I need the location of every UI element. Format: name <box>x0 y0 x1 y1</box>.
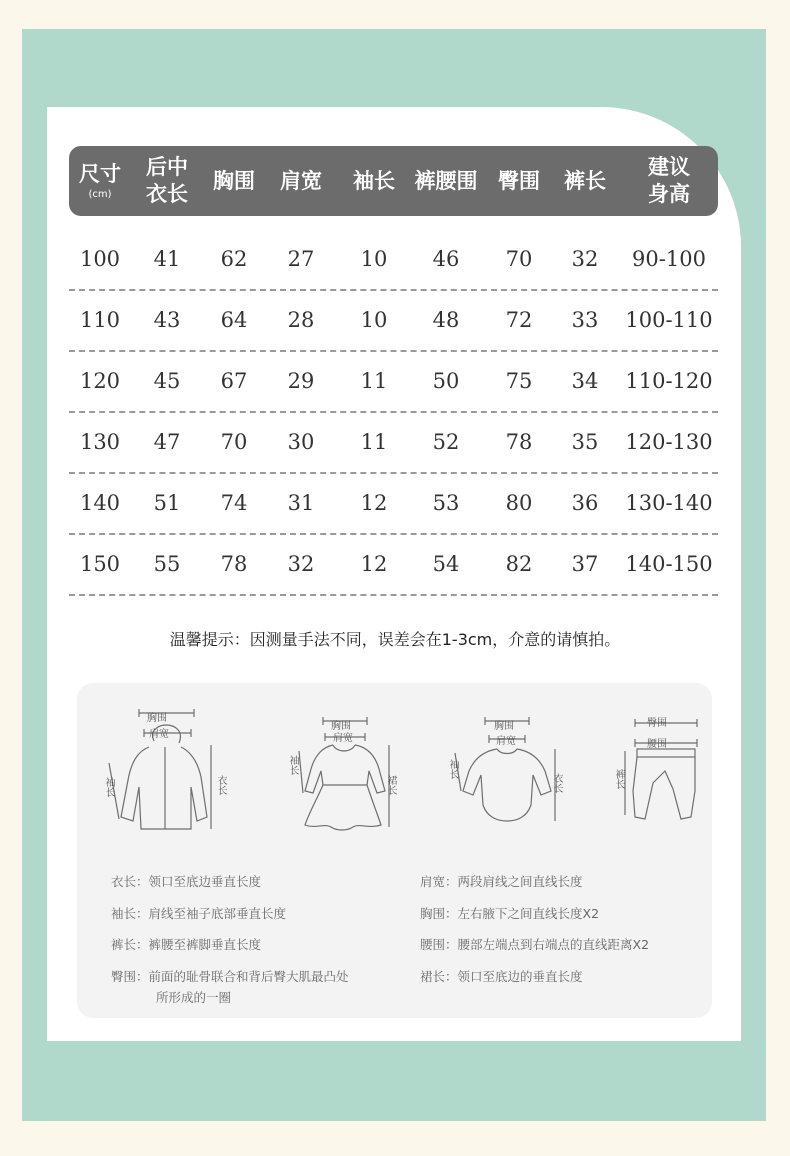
cell-size: 110 <box>79 308 121 332</box>
cell-chest: 78 <box>220 552 248 576</box>
cell-waist: 54 <box>432 552 460 576</box>
definition-skirt-length: 裙长：领口至底边的垂直长度 <box>420 969 583 984</box>
header-hip-label: 臀围 <box>498 168 540 193</box>
header-back-length-line1: 后中 <box>146 155 188 179</box>
measurement-guide <box>77 683 712 1018</box>
cell-shoulder: 27 <box>287 247 315 271</box>
definition-hip: 臀围：前面的耻骨联合和背后臀大肌最凸处 <box>111 969 349 984</box>
romper-length-label: 衣长 <box>551 773 562 793</box>
cell-chest: 70 <box>220 430 248 454</box>
cell-shoulder: 32 <box>287 552 315 576</box>
table-row <box>69 474 718 535</box>
header-size-label: 尺寸 <box>79 161 121 186</box>
cell-hip: 70 <box>505 247 533 271</box>
cell-shoulder: 28 <box>287 308 315 332</box>
cell-hip: 75 <box>505 369 533 393</box>
cell-waist: 53 <box>432 491 460 515</box>
definition-shoulder: 肩宽：两段肩线之间直线长度 <box>420 874 583 889</box>
cell-size: 120 <box>79 369 121 393</box>
cell-back-length: 55 <box>153 552 181 576</box>
jacket-length-label: 衣长 <box>215 775 226 795</box>
dress-chest-label: 胸围 <box>331 721 351 732</box>
table-row <box>69 230 718 291</box>
cell-sleeve: 12 <box>360 552 388 576</box>
jacket-sleeve-label: 袖长 <box>103 777 114 797</box>
cell-height: 110-120 <box>625 369 713 393</box>
jacket-illustration <box>99 705 224 845</box>
header-pants-length-label: 裤长 <box>564 168 606 193</box>
header-pants-length <box>552 146 618 216</box>
table-row <box>69 535 718 596</box>
header-shoulder <box>265 146 337 216</box>
cell-back-length: 45 <box>153 369 181 393</box>
cell-waist: 48 <box>432 308 460 332</box>
pants-illustration <box>607 711 707 831</box>
cell-height: 120-130 <box>625 430 713 454</box>
header-size-unit: (cm) <box>88 188 112 200</box>
cell-hip: 82 <box>505 552 533 576</box>
header-waist-label: 裤腰围 <box>414 168 478 193</box>
header-height-line2: 身高 <box>648 182 690 206</box>
cell-back-length: 43 <box>153 308 181 332</box>
jacket-chest-label: 胸围 <box>147 713 167 724</box>
cell-sleeve: 11 <box>360 430 388 454</box>
cell-back-length: 41 <box>153 247 181 271</box>
cell-height: 130-140 <box>625 491 713 515</box>
cell-chest: 74 <box>220 491 248 515</box>
cell-sleeve: 12 <box>360 491 388 515</box>
cell-chest: 62 <box>220 247 248 271</box>
cell-hip: 78 <box>505 430 533 454</box>
cell-chest: 67 <box>220 369 248 393</box>
header-shoulder-label: 肩宽 <box>280 168 322 193</box>
table-header <box>69 146 718 216</box>
definition-clothing-length: 衣长：领口至底边垂直长度 <box>111 874 262 889</box>
header-back-length-line2: 衣长 <box>146 182 188 206</box>
header-hip <box>486 146 552 216</box>
header-sleeve-label: 袖长 <box>353 168 395 193</box>
cell-sleeve: 10 <box>360 247 388 271</box>
header-chest <box>203 146 265 216</box>
cell-hip: 80 <box>505 491 533 515</box>
cell-size: 140 <box>79 491 121 515</box>
cell-pants-length: 36 <box>571 491 599 515</box>
cell-waist: 46 <box>432 247 460 271</box>
cell-pants-length: 32 <box>571 247 599 271</box>
cell-shoulder: 30 <box>287 430 315 454</box>
cell-hip: 72 <box>505 308 533 332</box>
cell-height: 140-150 <box>625 552 713 576</box>
pants-length-label: 裤长 <box>613 769 624 789</box>
dress-length-label: 裙长 <box>385 775 396 795</box>
table-row <box>69 352 718 413</box>
cell-size: 130 <box>79 430 121 454</box>
cell-shoulder: 31 <box>287 491 315 515</box>
cell-height: 90-100 <box>632 247 706 271</box>
header-chest-label: 胸围 <box>213 168 255 193</box>
cell-pants-length: 34 <box>571 369 599 393</box>
cell-waist: 50 <box>432 369 460 393</box>
cell-chest: 64 <box>220 308 248 332</box>
cell-size: 150 <box>79 552 121 576</box>
pants-waist-label: 腰围 <box>647 739 667 750</box>
header-size <box>69 146 131 216</box>
jacket-shoulder-label: 肩宽 <box>149 729 169 740</box>
header-sleeve <box>342 146 406 216</box>
pants-hip-label: 臀围 <box>647 718 667 729</box>
cell-size: 100 <box>79 247 121 271</box>
cell-back-length: 51 <box>153 491 181 515</box>
cell-sleeve: 11 <box>360 369 388 393</box>
romper-sleeve-label: 袖长 <box>447 759 458 779</box>
cell-pants-length: 33 <box>571 308 599 332</box>
measurement-note: 温馨提示：因测量手法不同，误差会在1-3cm，介意的请慎拍。 <box>169 630 621 649</box>
cell-pants-length: 37 <box>571 552 599 576</box>
dress-sleeve-label: 袖长 <box>287 755 298 775</box>
cell-pants-length: 35 <box>571 430 599 454</box>
definition-waist: 腰围：腰部左端点到右端点的直线距离X2 <box>420 937 650 952</box>
header-back-length <box>131 146 203 216</box>
dress-illustration <box>285 713 400 843</box>
header-height-line1: 建议 <box>648 155 690 179</box>
romper-chest-label: 胸围 <box>494 721 514 732</box>
definition-pants-length: 裤长：裤腰至裤脚垂直长度 <box>111 937 262 952</box>
table-row <box>69 413 718 474</box>
table-row <box>69 291 718 352</box>
definition-sleeve-length: 袖长：肩线至袖子底部垂直长度 <box>111 906 287 921</box>
cell-shoulder: 29 <box>287 369 315 393</box>
cell-back-length: 47 <box>153 430 181 454</box>
romper-shoulder-label: 肩宽 <box>496 736 516 747</box>
definition-hip-continued: 所形成的一圈 <box>156 990 232 1005</box>
header-height <box>629 146 709 216</box>
dress-shoulder-label: 肩宽 <box>333 733 353 744</box>
romper-illustration <box>445 713 565 833</box>
cell-waist: 52 <box>432 430 460 454</box>
cell-sleeve: 10 <box>360 308 388 332</box>
definition-chest: 胸围：左右腋下之间直线长度X2 <box>420 906 600 921</box>
cell-height: 100-110 <box>625 308 713 332</box>
header-waist <box>406 146 486 216</box>
